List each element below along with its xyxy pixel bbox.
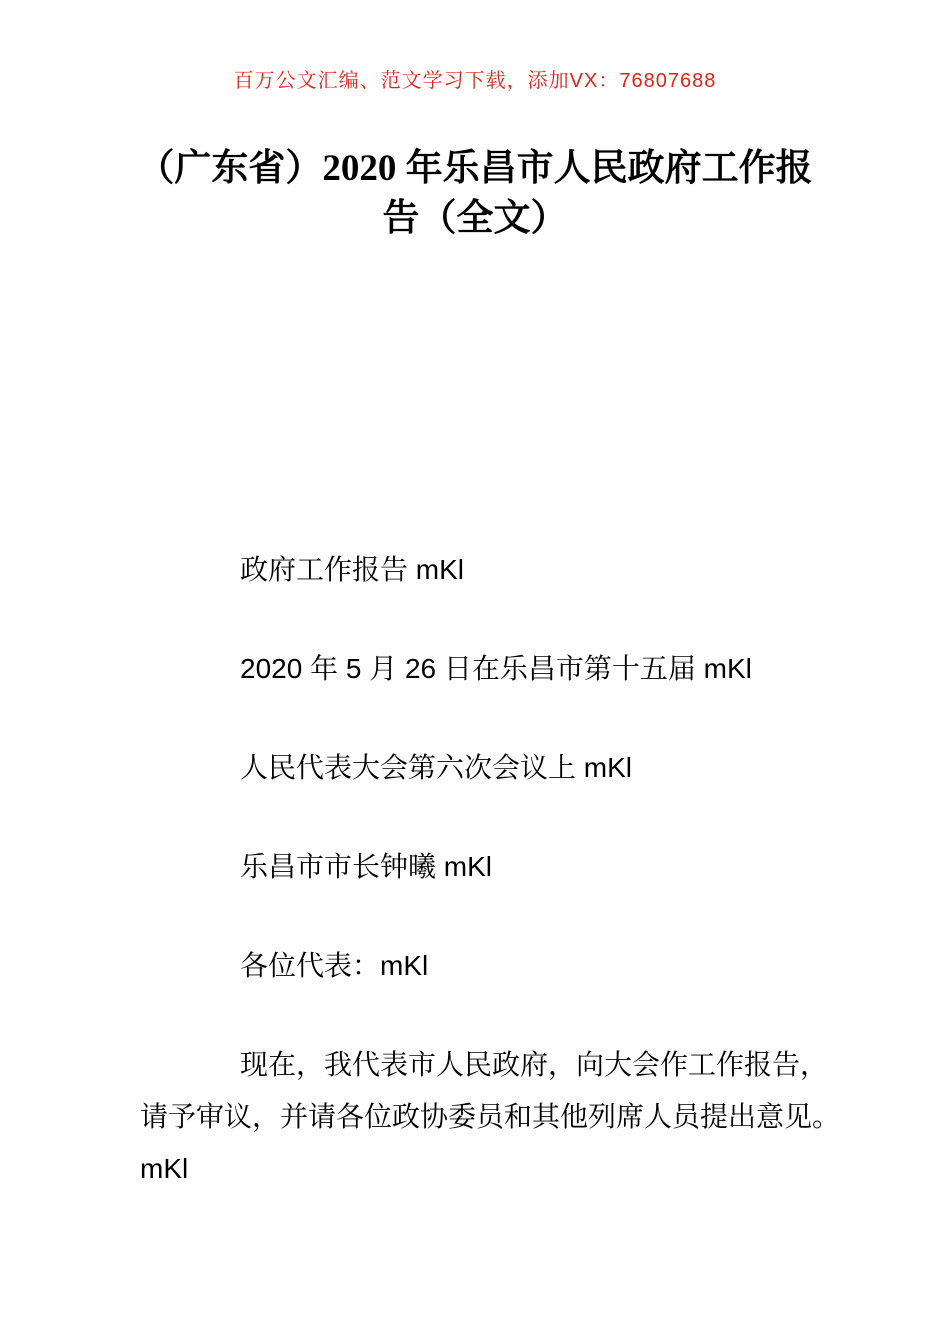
paragraph-congress-meeting (140, 742, 840, 794)
paragraph-mayor-name (140, 841, 840, 893)
text-line: 各位代表：mKl (240, 950, 429, 981)
document-title-line-1: （广东省）2020 年乐昌市人民政府工作报 (137, 148, 813, 189)
paragraph-salutation (140, 940, 840, 992)
text-line: mKl (140, 1153, 189, 1184)
text-line: 现在，我代表市人民政府，向大会作工作报告， (240, 1049, 829, 1080)
promo-banner-text: 百万公文汇编、范文学习下载，添加VX：76807688 (233, 70, 717, 92)
text-line: 乐昌市市长钟曦 mKl (240, 851, 493, 882)
text-line: 请予审议，并请各位政协委员和其他列席人员提出意见。 (140, 1101, 841, 1132)
text-line: 2020 年 5 月 26 日在乐昌市第十五届 mKl (240, 653, 752, 684)
document-title-line-2: 告（全文） (382, 198, 568, 239)
paragraph-report-heading (140, 544, 840, 596)
document-body (0, 544, 840, 1195)
paragraph-date-session (140, 643, 840, 695)
text-line: 政府工作报告 mKl (240, 554, 465, 585)
paragraph-opening-statement (140, 1039, 840, 1195)
text-line: 人民代表大会第六次会议上 mKl (240, 752, 633, 783)
document-title (0, 144, 950, 244)
